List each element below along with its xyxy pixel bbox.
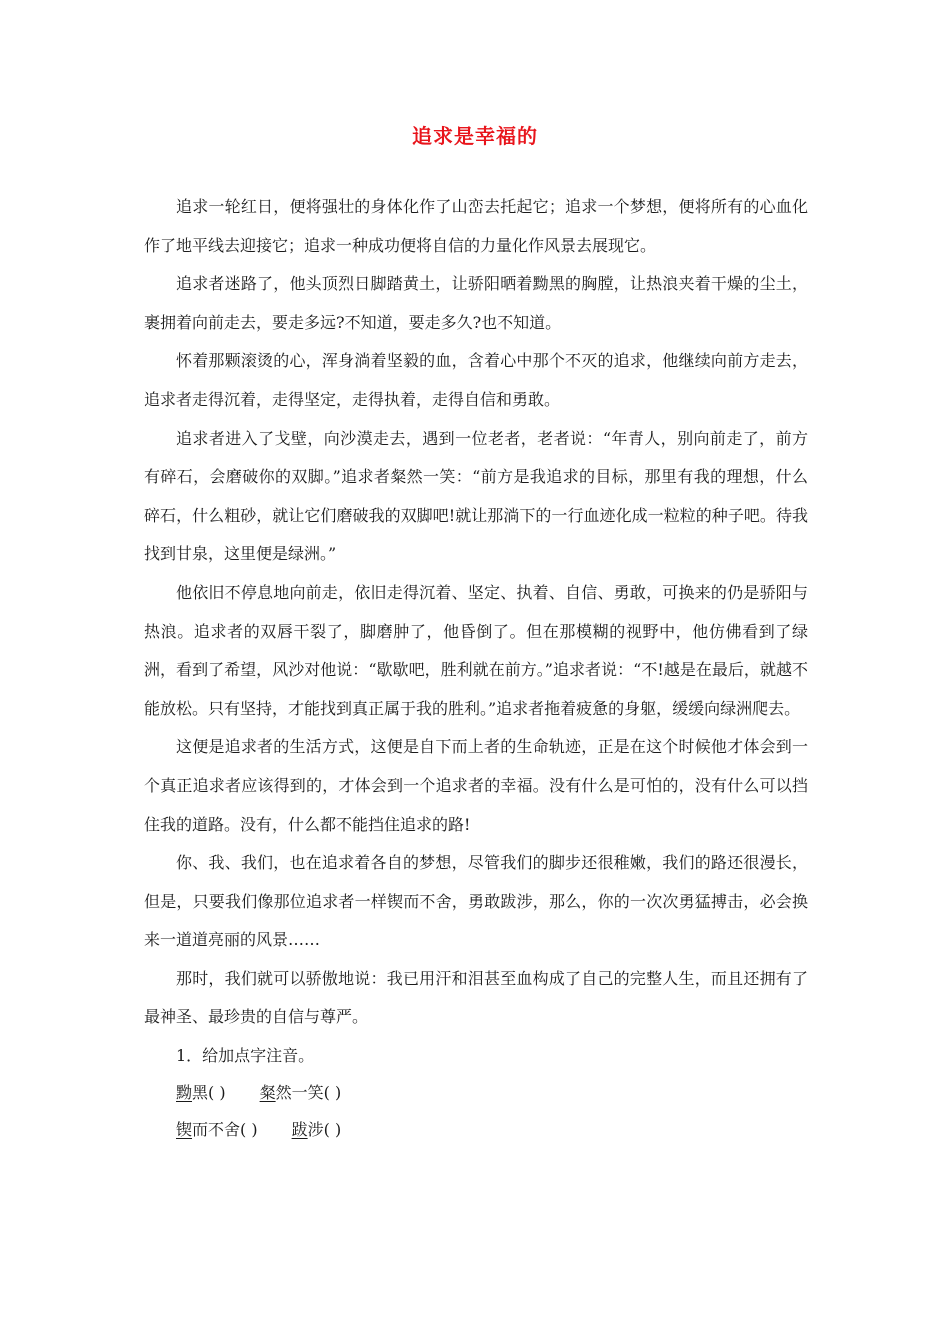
dotted-character: 粲 — [259, 1083, 276, 1103]
question-row — [144, 1111, 808, 1148]
paragraph-4: 追求者进入了戈壁，向沙漠走去，遇到一位老者，老者说：“年青人，别向前走了，前方有碎石，会磨破你的双脚。”追求者粲然一笑：“前方是我追求的目标，那里有我的理想，什么碎石，什么粗砂，就让它们磨破我的双脚吧!就让那淌下的一行血迹化成一粒粒的种子吧。待我找到甘泉，这里便是绿洲。” — [144, 428, 808, 564]
question-item — [176, 1111, 258, 1148]
question-item-text: 然一笑( ) — [275, 1083, 342, 1103]
question-item — [176, 1074, 226, 1111]
question-row — [144, 1074, 808, 1111]
paragraph-1: 追求一轮红日，便将强壮的身体化作了山峦去托起它；追求一个梦想，便将所有的心血化作了地平线去迎接它；追求一种成功便将自信的力量化作风景去展现它。 — [144, 197, 808, 255]
dotted-character: 锲 — [176, 1120, 193, 1140]
question-item — [260, 1074, 342, 1111]
question-item-text: 黑( ) — [192, 1083, 226, 1103]
article-body — [144, 188, 808, 1148]
question-item-text: 涉( ) — [307, 1120, 342, 1140]
question-item-text: 而不舍( ) — [192, 1120, 258, 1140]
paragraph-7: 你、我、我们，也在追求着各自的梦想，尽管我们的脚步还很稚嫩，我们的路还很漫长，但是，只要我们像那位追求者一样锲而不舍，勇敢跋涉，那么，你的一次次勇猛搏击，必会换来一道道亮丽的风景…… — [144, 853, 808, 950]
question-heading: 1．给加点字注音。 — [176, 1046, 315, 1066]
question-item — [292, 1111, 342, 1148]
paragraph-2: 追求者迷路了，他头顶烈日脚踏黄土，让骄阳晒着黝黑的胸膛，让热浪夹着干燥的尘土，裹拥着向前走去，要走多远?不知道，要走多久?也不知道。 — [144, 274, 808, 332]
paragraph-8: 那时，我们就可以骄傲地说：我已用汗和泪甚至血构成了自己的完整人生，而且还拥有了最神圣、最珍贵的自信与尊严。 — [144, 968, 808, 1027]
paragraph-3: 怀着那颗滚烫的心，浑身淌着坚毅的血，含着心中那个不灭的追求，他继续向前方走去，追求者走得沉着，走得坚定，走得执着，走得自信和勇敢。 — [144, 351, 808, 409]
dotted-character: 黝 — [176, 1083, 193, 1103]
paragraph-6: 这便是追求者的生活方式，这便是自下而上者的生命轨迹，正是在这个时候他才体会到一个真正追求者应该得到的，才体会到一个追求者的幸福。没有什么是可怕的，没有什么可以挡住我的道路。没有，什么都不能挡住追求的路! — [144, 737, 808, 834]
paragraph-5: 他依旧不停息地向前走，依旧走得沉着、坚定、执着、自信、勇敢，可换来的仍是骄阳与热浪。追求者的双唇干裂了，脚磨肿了，他昏倒了。但在那模糊的视野中，他仿佛看到了绿洲，看到了希望，风沙对他说：“歇歇吧，胜利就在前方。”追求者说：“不!越是在最后，就越不能放松。只有坚持，才能找到真正属于我的胜利。”追求者拖着疲惫的身躯，缓缓向绿洲爬去。 — [144, 582, 808, 718]
document-title: 追求是幸福的 — [412, 124, 538, 148]
dotted-character: 跋 — [291, 1120, 308, 1140]
